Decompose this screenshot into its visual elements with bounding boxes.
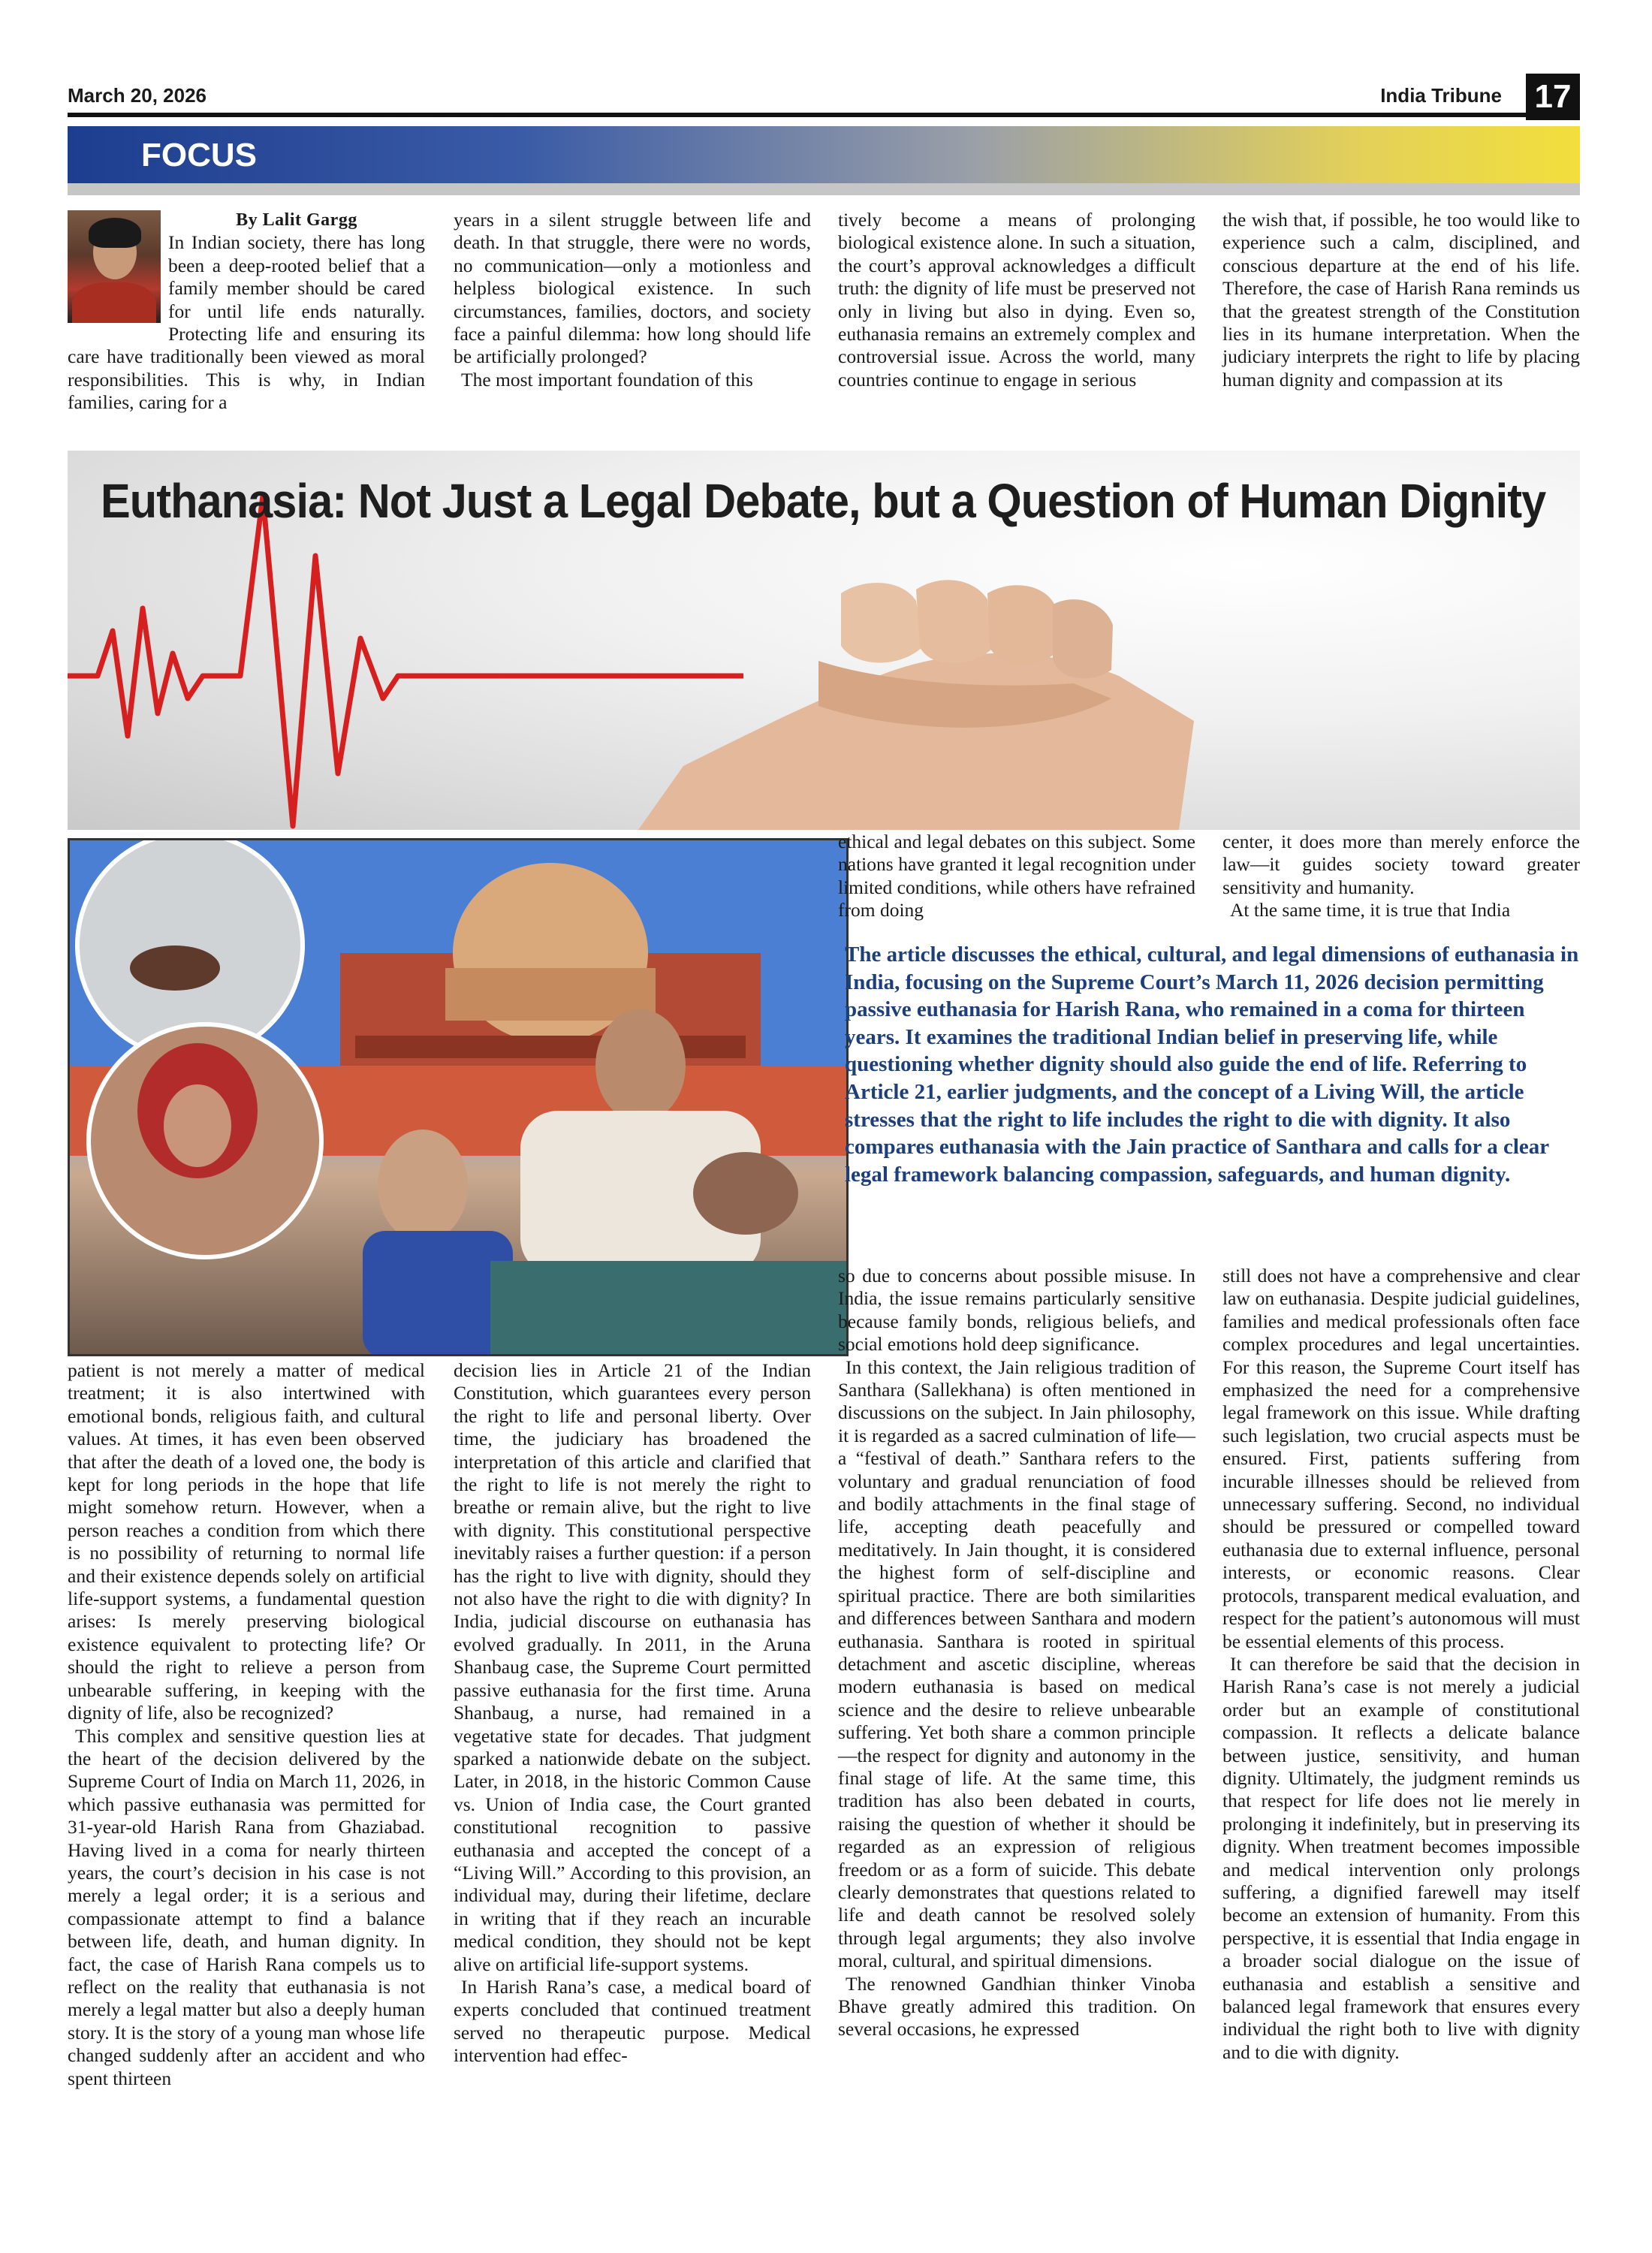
bottom-column-1 — [68, 1359, 425, 2090]
section-underline — [68, 183, 1580, 195]
bottom-column-4 — [1222, 1265, 1580, 2064]
paragraph: In Harish Rana’s case, a medical board of experts concluded that continued treatment served no therapeutic purpose. Medical intervention had effec- — [454, 1975, 811, 2067]
header-rule — [68, 113, 1526, 117]
paragraph: ethical and legal debates on this subject. Some nations have granted it legal recognition under limited conditions, while others have refrained from doing — [838, 831, 1195, 921]
photo-illustration — [70, 840, 849, 1356]
paragraph: In this context, the Jain religious tradition of Santhara (Sallekhana) is often mentioned in discussions on the subject. In Jain philosophy, it is regarded as a sacred culmination of life—a “festival of death.” Santhara refers to the voluntary and gradual renunciation of food and bodily attachments in the final stage of life, accepting death peacefully and meditatively. In Jain thought, it is considered the highest form of self-discipline and spiritual practice. There are both similarities and differences between Santhara and modern euthanasia. Santhara is rooted in spiritual detachment and ascetic discipline, whereas modern euthanasia is based on medical science and the desire to relieve unbearable suffering. Yet both share a common principle—the respect for dignity and autonomy in the final stage of life. At the same time, this tradition has also been debated in courts, raising the question of whether it should be regarded as an expression of religious freedom or as a form of suicide. This debate clearly demonstrates that questions related to life and death cannot be resolved solely through legal arguments; they also involve moral, cultural, and spiritual dimensions. — [838, 1356, 1195, 1972]
paragraph: In Indian society, there has long been a deep-rooted belief that a family member should be cared for until life ends naturally. Protecting life and ensuring its care have traditionally been viewed as moral responsibilities. This is why, in Indian families, caring for a — [68, 231, 425, 414]
page-number: 17 — [1526, 74, 1580, 120]
top-column-4 — [1222, 209, 1580, 391]
mid-column-3 — [838, 831, 1195, 922]
headline: Euthanasia: Not Just a Legal Debate, but a Question of Human Dignity — [101, 474, 1546, 528]
paragraph: so due to concerns about possible misuse. In India, the issue remains particularly sensitive because family bonds, religious beliefs, and social emotions hold deep significance. — [838, 1265, 1195, 1356]
top-column-1 — [68, 209, 425, 415]
headline-banner — [68, 451, 1580, 830]
paragraph: This complex and sensitive question lies at the heart of the decision delivered by the Supreme Court of India on March 11, 2026, in which passive euthanasia was permitted for 31-year-old Harish Rana from Ghaziabad. Having lived in a coma for nearly thirteen years, the court’s decision in his case is not merely a legal order; it is a serious and compassionate attempt to find a balance between life, death, and human dignity. In fact, the case of Harish Rana compels us to reflect on the reality that euthanasia is not merely a legal matter but also a deeply human story. It is the story of a young man whose life changed suddenly after an accident and who spent thirteen — [68, 1724, 425, 2089]
paragraph: center, it does more than merely enforce the law—it guides society toward greater sensitivity and humanity. — [1222, 831, 1580, 898]
section-bar — [68, 126, 1580, 183]
paragraph: patient is not merely a matter of medical treatment; it is also intertwined with emotional bonds, religious faith, and cultural values. At times, it has even been observed that after the death of a loved one, the body is kept for long periods in the hope that life might somehow return. However, when a person reaches a condition from which there is no possibility of returning to normal life and their existence depends solely on artificial life-support systems, a fundamental question arises: Is merely preserving biological existence equivalent to protecting life? Or should the right to relieve a person from unbearable suffering, in keeping with the dignity of life, also be recognized? — [68, 1359, 425, 1724]
paragraph: It can therefore be said that the decision in Harish Rana’s case is not merely a judicial order but an example of constitutional compassion. It reflects a delicate balance between justice, sensitivity, and human dignity. Ultimately, the judgment reminds us that respect for life does not lie merely in prolonging it indefinitely, but in preserving its dignity. When treatment becomes impossible and medical intervention only prolongs suffering, a dignified farewell may itself become an extension of humanity. From this perspective, it is essential that India engage in a broader social dialogue on the issue of euthanasia and establish a sensitive and balanced legal framework that ensures every individual the right both to live with dignity and to die with dignity. — [1222, 1652, 1580, 2063]
issue-date: March 20, 2026 — [68, 84, 207, 107]
paragraph: The renowned Gandhian thinker Vinoba Bhave greatly admired this tradition. On several occasions, he expressed — [838, 1972, 1195, 2040]
top-column-2 — [454, 209, 811, 391]
bottom-column-2 — [454, 1359, 811, 2068]
mid-column-4 — [1222, 831, 1580, 922]
publication-name: India Tribune — [1380, 84, 1502, 107]
paragraph: decision lies in Article 21 of the Indian Constitution, which guarantees every person the right to life and personal liberty. Over time, the judiciary has broadened the interpretation of this article and clarified that the right to life is not merely the right to breathe or remain alive, but the right to live with dignity. This constitutional perspective inevitably raises a further question: if a person has the right to live with dignity, should they not also have the right to die with dignity? In India, judicial discourse on euthanasia has evolved gradually. In 2011, in the Aruna Shanbaug case, the Supreme Court permitted passive euthanasia for the first time. Aruna Shanbaug, a nurse, had remained in a vegetative state for decades. That judgment sparked a nationwide debate on the subject. Later, in 2018, in the historic Common Cause vs. Union of India case, the Court granted constitutional recognition to passive euthanasia and accepted the concept of a “Living Will.” According to this provision, an individual may, during their lifetime, declare in writing that if they reach an incurable medical condition, they should not be kept alive on artificial life-support systems. — [454, 1359, 811, 1975]
news-photo — [68, 838, 849, 1356]
byline: By Lalit Gargg — [236, 210, 357, 230]
paragraph: At the same time, it is true that India — [1230, 899, 1511, 921]
article-summary: The article discusses the ethical, cultural, and legal dimensions of euthanasia in India, focusing on the Supreme Court’s March 11, 2026 decision permitting passive euthanasia for Harish Rana, who remained in a coma for thirteen years. It examines the traditional Indian belief in preserving life, while questioning whether dignity should also guide the end of life. Referring to Article 21, earlier judgments, and the concept of a Living Will, the article stresses that the right to life includes the right to die with dignity. It also compares euthanasia with the Jain practice of Santhara and calls for a clear legal framework balancing compassion, safeguards, and human dignity. — [845, 943, 1579, 1187]
top-column-3 — [838, 209, 1195, 391]
paragraph: the wish that, if possible, he too would like to experience such a calm, disciplined, and conscious departure at the end of his life. Therefore, the case of Harish Rana reminds us that the greatest strength of the Constitution lies in its humane interpretation. When the judiciary interprets the right to life by placing human dignity and compassion at its — [1222, 209, 1580, 391]
paragraph: years in a silent struggle between life and death. In that struggle, there were no words, no communication—only a motionless and helpless biological existence. In such circumstances, families, doctors, and society face a painful dilemma: how long should life be artificially prolonged? — [454, 209, 811, 368]
paragraph: tively become a means of prolonging biological existence alone. In such a situation, the court’s approval acknowledges a difficult truth: the dignity of life must be preserved not only in living but also in dying. Even so, euthanasia remains an extremely complex and controversial issue. Across the world, many countries continue to engage in serious — [838, 209, 1195, 391]
paragraph: still does not have a comprehensive and clear law on euthanasia. Despite judicial guidelines, families and medical professionals often face complex procedures and legal uncertainties. For this reason, the Supreme Court itself has emphasized the need for a comprehensive legal framework on this issue. While drafting such legislation, two crucial aspects must be ensured. First, patients suffering from incurable illnesses should be relieved from unnecessary suffering. Second, no individual should be pressured or compelled toward euthanasia due to external influence, personal interests, or economic reasons. Clear protocols, transparent medical evaluation, and respect for the patient’s autonomous will must be essential elements of this process. — [1222, 1265, 1580, 1652]
section-label: FOCUS — [141, 137, 257, 173]
bottom-column-3 — [838, 1265, 1195, 2041]
paragraph: The most important foundation of this — [461, 368, 753, 391]
